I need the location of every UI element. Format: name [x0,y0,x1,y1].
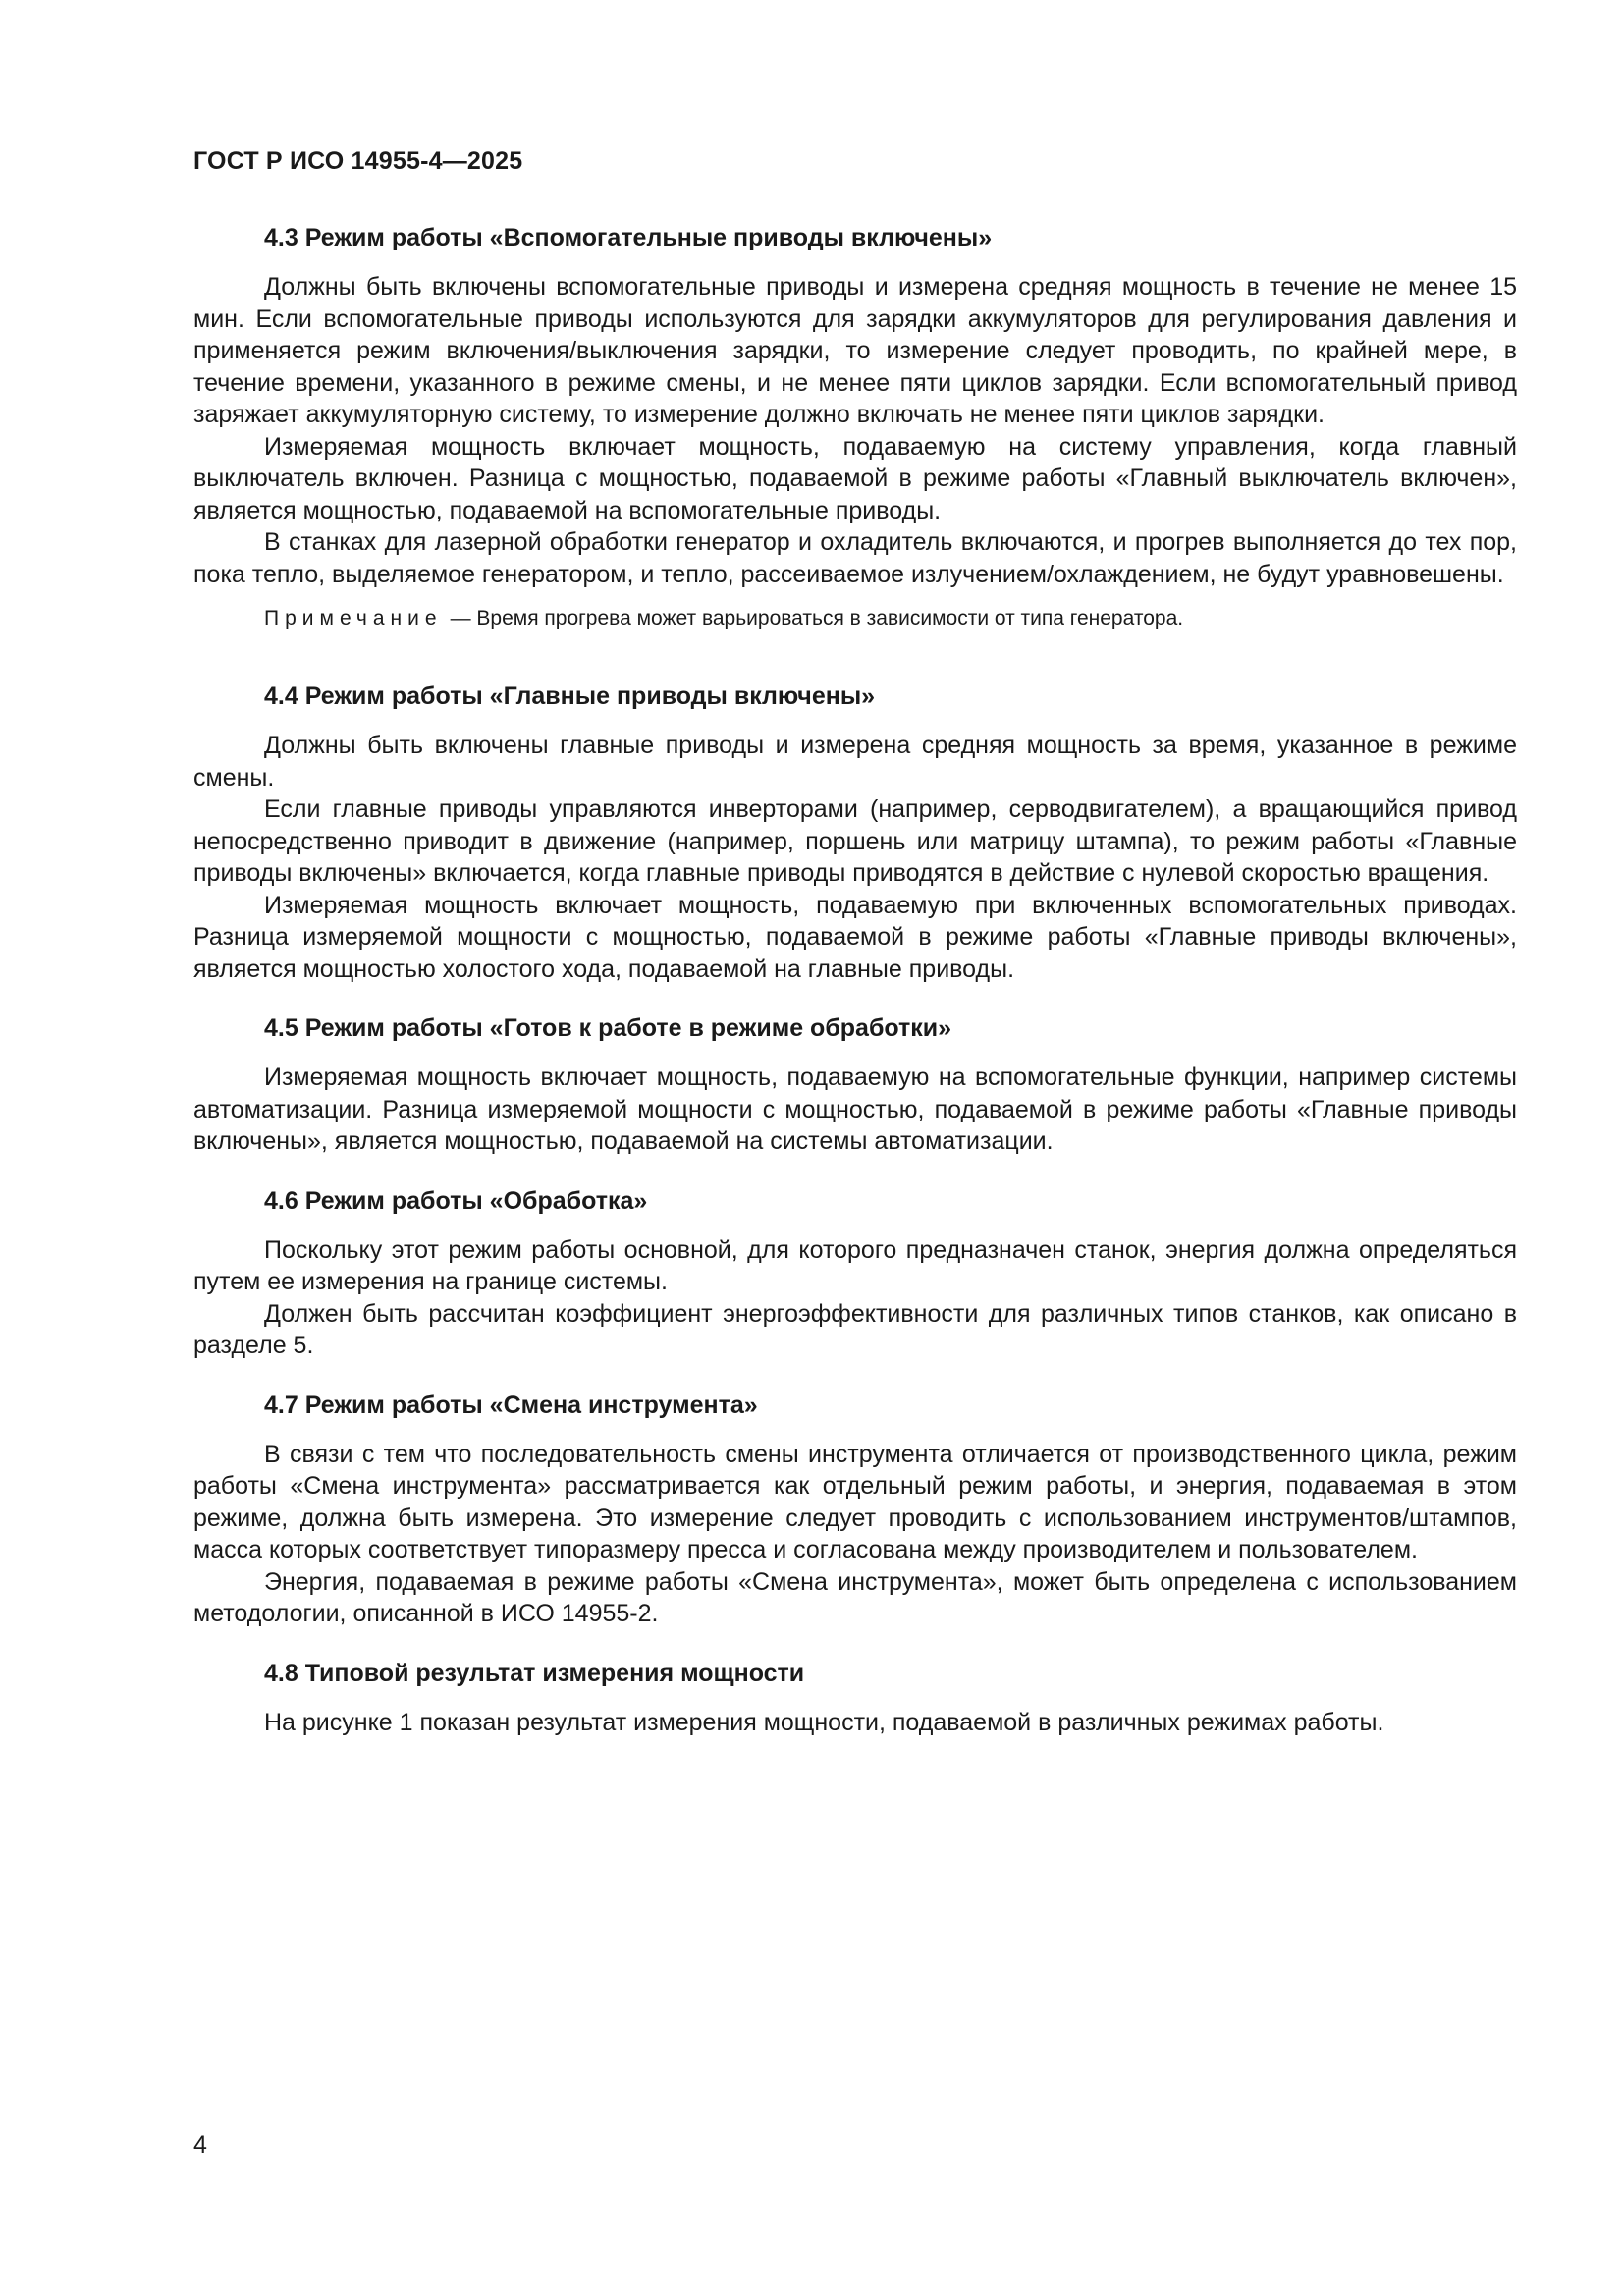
paragraph: Энергия, подаваемая в режиме работы «Смена инструмента», может быть определена с использованием методологии, описанной в ИСО 14955-2. [193,1567,1517,1627]
paragraph: Измеряемая мощность включает мощность, подаваемую на систему управления, когда главный выключатель включен. Разница с мощностью, подаваемой в режиме работы «Главный выключатель включен», является мощностью, подаваемой на вспомогательные приводы. [193,432,1517,524]
section-title: 4.6 Режим работы «Обработка» [264,1186,648,1215]
section-4-6 [193,1185,1517,1362]
section-4-5 [193,1012,1517,1158]
paragraph: Поскольку этот режим работы основной, для которого предназначен станок, энергия должна определяться путем ее измерения на границе системы. [193,1235,1517,1295]
paragraph: Если главные приводы управляются инверторами (например, серводвигателем), а вращающийся привод непосредственно приводит в движение (например, поршень или матрицу штампа), то режим работы «Главные приводы включены» включается, когда главные приводы приводятся в действие с нулевой скоростью вращения. [193,795,1517,887]
section-4-4 [193,681,1517,985]
section-title: 4.7 Режим работы «Смена инструмента» [264,1391,758,1419]
section-title: 4.5 Режим работы «Готов к работе в режиме обработки» [264,1014,952,1042]
paragraph: В связи с тем что последовательность смены инструмента отличается от производственного цикла, режим работы «Смена инструмента» рассматривается как отдельный режим работы, и энергия, подаваемая в этом режиме, должна быть измерена. Это измерение следует проводить с использованием инструментов/штампов, масса которых соответствует типоразмеру пресса и согласована между производителем и пользователем. [193,1440,1517,1563]
paragraph: Измеряемая мощность включает мощность, подаваемую при включенных вспомогательных приводах. Разница измеряемой мощности с мощностью, подаваемой в режиме работы «Главные приводы включены», является мощностью холостого хода, подаваемой на главные приводы. [193,891,1517,983]
section-title: 4.8 Типовой результат измерения мощности [264,1659,805,1687]
paragraph: Должен быть рассчитан коэффициент энергоэффективности для различных типов станков, как описано в разделе 5. [193,1299,1517,1359]
note [264,604,1517,633]
section-title: 4.3 Режим работы «Вспомогательные приводы включены» [264,224,993,251]
paragraph: Должны быть включены главные приводы и измерена средняя мощность за время, указанное в режиме смены. [193,732,1517,792]
page-number: 4 [193,2131,207,2159]
section-4-3 [193,222,1517,633]
section-4-7 [193,1390,1517,1630]
note-label: Примечание [264,607,443,629]
document-body [193,222,1517,1738]
document-header: ГОСТ Р ИСО 14955-4—2025 [193,147,523,175]
paragraph: Измеряемая мощность включает мощность, подаваемую на вспомогательные функции, например системы автоматизации. Разница измеряемой мощности с мощностью, подаваемой в режиме работы «Главные приводы включены», является мощностью, подаваемой на системы автоматизации. [193,1064,1517,1155]
paragraph: На рисунке 1 показан результат измерения мощности, подаваемой в различных режимах работы. [264,1708,1384,1736]
paragraph: В станках для лазерной обработки генератор и охладитель включаются, и прогрев выполняется до тех пор, пока тепло, выделяемое генератором, и тепло, рассеиваемое излучением/охлаждением, не будут уравновешены. [193,528,1517,588]
paragraph: Должны быть включены вспомогательные приводы и измерена средняя мощность в течение не менее 15 мин. Если вспомогательные приводы используются для зарядки аккумуляторов для регулирования давления и применяется режим включения/выключения зарядки, то измерение следует проводить, по крайней мере, в течение времени, указанного в режиме смены, и не менее пяти циклов зарядки. Если вспомогательный привод заряжает аккумуляторную систему, то измерение должно включать не менее пяти циклов зарядки. [193,273,1517,428]
section-title: 4.4 Режим работы «Главные приводы включены» [264,683,876,710]
note-text: — Время прогрева может варьироваться в зависимости от типа генератора. [450,607,1184,629]
section-4-8 [193,1658,1517,1739]
